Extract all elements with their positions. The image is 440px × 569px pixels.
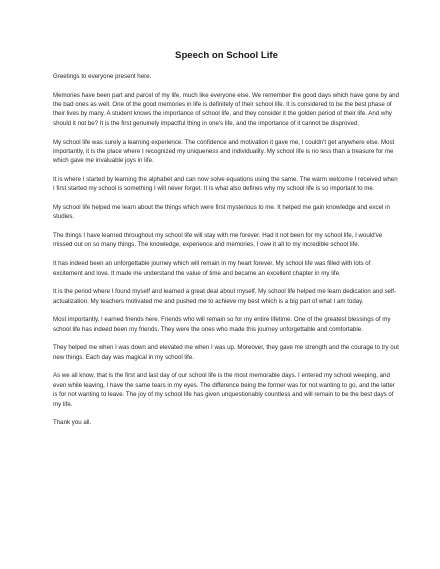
paragraph-memories: Memories have been part and parcel of my life, much like everyone else. We remember the good days which have gone by and the bad ones as well. One of the good memories in life is definitely of their school life. It is considered to be the best phase of their lives by many. A student knows the importance of school life, and they consider it the golden period of their life. And why should it not be? It is the first genuinely impactful thing in one's life, and the importance of it cannot be disproved. — [53, 91, 399, 127]
paragraph-alphabet: It is where I started by learning the alphabet and can now solve equations using the same. The warm welcome I received when I first started my school is something I will never forget. It is what also defines why my school life is so important to me. — [53, 175, 398, 193]
paragraph-friends: Most importantly, I earned friends here. Friends who will remain so for my entire lifetime. One of the greatest blessings of my school life has indeed been my friends. They were the ones who made this journey unforgettable and comfortable. — [53, 316, 391, 333]
paragraph-unforgettable-journey: It has indeed been an unforgettable journey which will remain in my heart forever. My school life was filled with lots of excitement and love. It made me understand the value of time and became an excellent chapter in my life. — [53, 260, 371, 277]
paragraph-first-last-day: As we all know, that is the first and last day of our school life is the most memorable days. I entered my school weeping, and even while leaving, I have the same tears in my eyes. The difference being the former was for not wanting to go, and the latter is for not wanting to leave. The joy of my school life has given unquestionably countless and will remain to be the best days of my life. — [53, 372, 395, 408]
paragraph-things-learned: The things I have learned throughout my school life will stay with me forever. Had it not been for my school life, I would've missed out on so many things. The knowledge, experience and memories, I owe it all to my incredible school life. — [53, 232, 383, 249]
paragraph-learning-experience: My school life was surely a learning experience. The confidence and motivation it gave me, I couldn't get anywhere else. Most importantly, it is the place where I recognized my uniqueness and individuality. My school life is no less than a treasure for me which gave me invaluable joys in life. — [53, 138, 395, 165]
paragraph-greeting: Greetings to everyone present here. — [53, 73, 152, 80]
paragraph-found-myself: It is the period where I found myself and learned a great deal about myself. My school life helped me learn dedication and self-actualization. My teachers motivated me and pushed me to achieve my best which is a big part of what I am today. — [53, 288, 397, 305]
paragraph-thank-you: Thank you all. — [53, 419, 92, 427]
page-title: Speech on School Life — [175, 50, 278, 61]
paragraph-helped-me: They helped me when I was down and elevated me when I was up. Moreover, they gave me strength and the courage to try out new things. Each day was magical in my school life. — [53, 344, 399, 361]
paragraph-mysterious-things: My school life helped me learn about the things which were first mysterious to me. It helped me gain knowledge and excel in studies. — [53, 204, 390, 221]
